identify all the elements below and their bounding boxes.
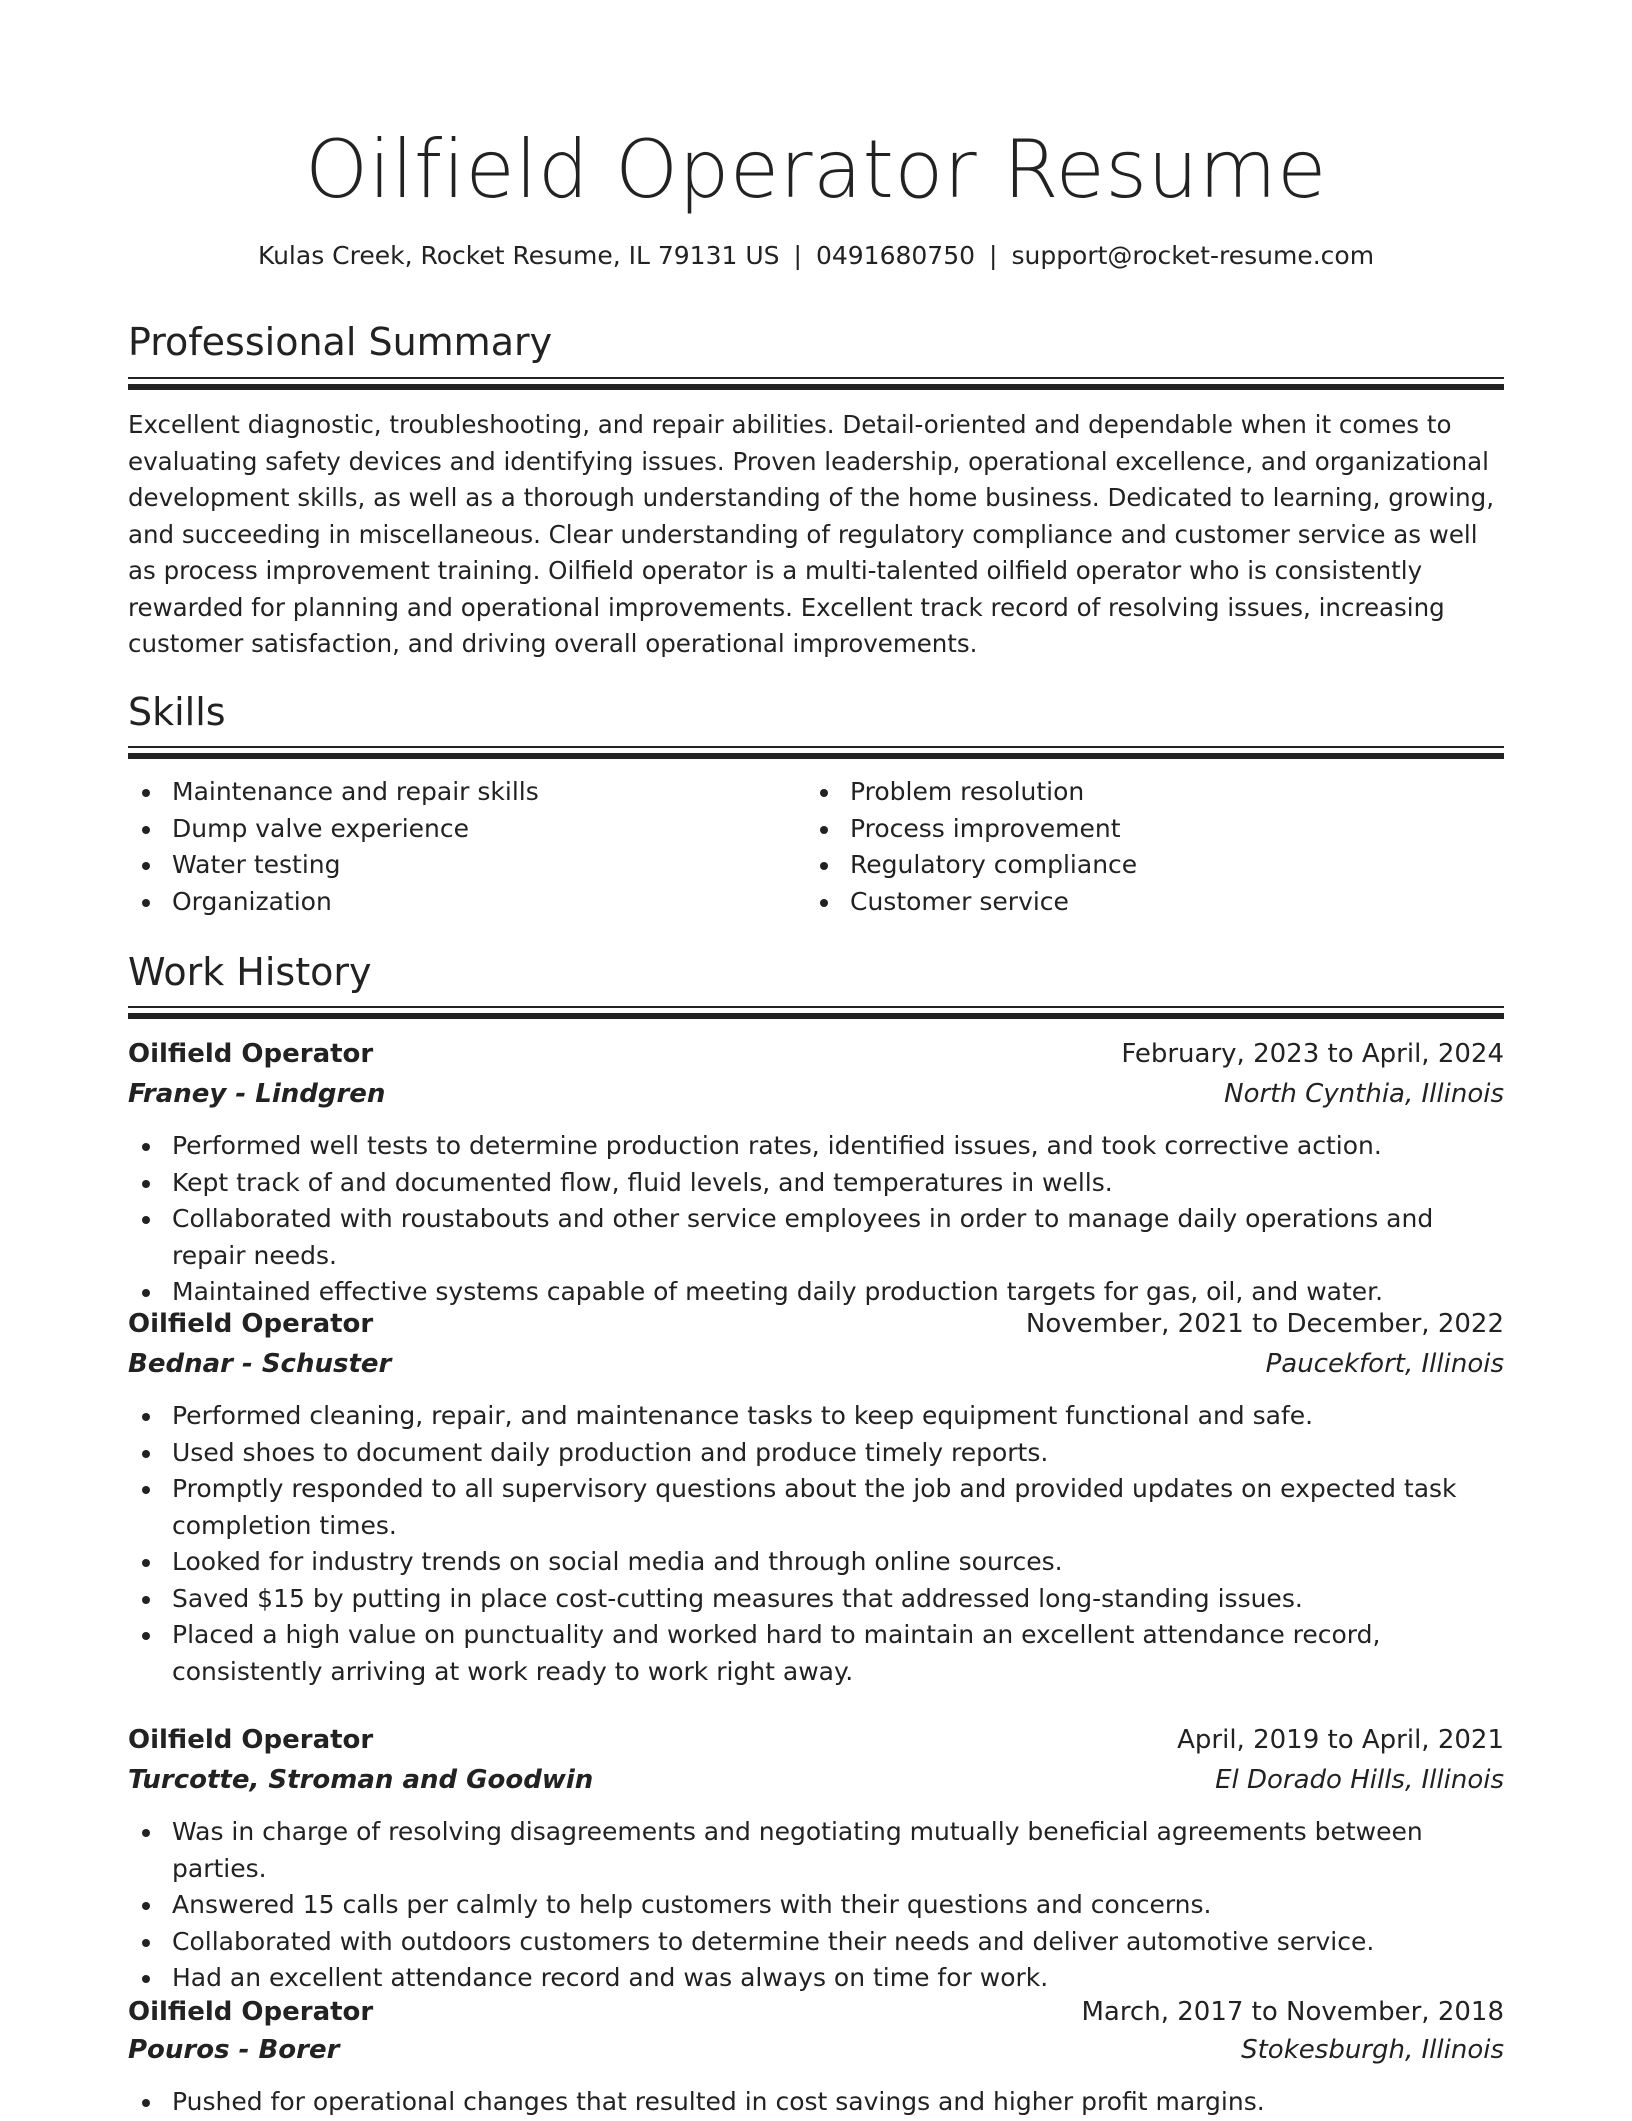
job-company: Franey - Lindgren <box>128 1079 386 1109</box>
job-company: Pouros - Borer <box>128 2035 340 2065</box>
section-divider <box>128 1006 1504 1020</box>
job-bullet: Answered 15 calls per calmly to help customers with their questions and concerns. <box>128 1887 1504 1924</box>
skill-item: Regulatory compliance <box>806 847 1504 884</box>
job-bullet: Collaborated with roustabouts and other service employees in order to manage daily operations and repair needs. <box>128 1201 1504 1274</box>
summary-text: Excellent diagnostic, troubleshooting, and repair abilities. Detail-oriented and dependable when it comes to evaluating safety devices and identifying issues. Proven leadership, operational excellence, and organizational development skills, as well as a thorough understanding of the home business. Dedicated to learning, growing, and succeeding in miscellaneous. Clear understanding of regulatory compliance and customer service as well as process improvement training. Oilfield operator is a multi-talented oilfield operator who is consistently rewarded for planning and operational improvements. Excellent track record of resolving issues, increasing customer satisfaction, and driving overall operational improvements. <box>128 410 1494 658</box>
skills-heading: Skills <box>128 690 226 734</box>
job-dates: April, 2019 to April, 2021 <box>1177 1725 1504 1755</box>
job-subheader <box>128 2030 1504 2070</box>
job-bullet: Saved $15 by putting in place cost-cutting measures that addressed long-standing issues. <box>128 1581 1504 1618</box>
job-subheader <box>128 1760 1504 1800</box>
job-header <box>128 1992 1504 2032</box>
job-bullet: Used shoes to document daily production and produce timely reports. <box>128 1435 1504 1472</box>
work-history-heading: Work History <box>128 950 372 994</box>
job-bullet: Maintained effective systems capable of meeting daily production targets for gas, oil, and water. <box>128 1274 1504 1311</box>
job-bullet: Looked for industry trends on social media and through online sources. <box>128 1544 1504 1581</box>
contact-email: support@rocket-resume.com <box>1011 241 1375 270</box>
contact-phone: 0491680750 <box>815 241 976 270</box>
skills-list-right <box>806 774 1504 920</box>
job-bullet: Had an excellent attendance record and was always on time for work. <box>128 1960 1504 1997</box>
job-title: Oilfield Operator <box>128 1309 374 1339</box>
job-company: Bednar - Schuster <box>128 1349 392 1379</box>
job-location: Stokesburgh, Illinois <box>1241 2035 1504 2065</box>
resume-title: Oilfield Operator Resume <box>305 123 1327 216</box>
job-bullet: Performed well tests to determine production rates, identified issues, and took corrective action. <box>128 1128 1504 1165</box>
job-bullet: Promptly responded to all supervisory questions about the job and provided updates on expected task completion times. <box>128 1471 1504 1544</box>
job-dates: March, 2017 to November, 2018 <box>1081 1997 1504 2027</box>
job-title: Oilfield Operator <box>128 1997 374 2027</box>
job-location: Paucekfort, Illinois <box>1265 1349 1504 1379</box>
job-bullet: Performed cleaning, repair, and maintenance tasks to keep equipment functional and safe. <box>128 1398 1504 1435</box>
job-subheader <box>128 1074 1504 1114</box>
job-title: Oilfield Operator <box>128 1039 374 1069</box>
contact-line <box>128 238 1504 274</box>
job-dates: November, 2021 to December, 2022 <box>1025 1309 1504 1339</box>
job-company: Turcotte, Stroman and Goodwin <box>128 1765 594 1795</box>
skill-item: Problem resolution <box>806 774 1504 811</box>
job-header <box>128 1720 1504 1760</box>
job-location: El Dorado Hills, Illinois <box>1215 1765 1504 1795</box>
section-divider <box>128 377 1504 391</box>
job-title: Oilfield Operator <box>128 1725 374 1755</box>
skills-list-left <box>128 774 788 920</box>
job-bullet: Was in charge of resolving disagreements and negotiating mutually beneficial agreements between parties. <box>128 1814 1504 1887</box>
job-bullets <box>128 1128 1504 1311</box>
skill-item: Dump valve experience <box>128 811 788 848</box>
section-divider <box>128 746 1504 760</box>
job-bullet: Pushed for operational changes that resulted in cost savings and higher profit margins. <box>128 2084 1504 2121</box>
job-location: North Cynthia, Illinois <box>1224 1079 1504 1109</box>
job-bullet: Collaborated with outdoors customers to determine their needs and deliver automotive service. <box>128 1924 1504 1961</box>
job-header <box>128 1304 1504 1344</box>
contact-separator: | <box>989 241 998 270</box>
skill-item: Maintenance and repair skills <box>128 774 788 811</box>
job-subheader <box>128 1344 1504 1384</box>
skill-item: Process improvement <box>806 811 1504 848</box>
job-header <box>128 1034 1504 1074</box>
job-dates: February, 2023 to April, 2024 <box>1121 1039 1504 1069</box>
job-bullet: Kept track of and documented flow, fluid levels, and temperatures in wells. <box>128 1165 1504 1202</box>
contact-address: Kulas Creek, Rocket Resume, IL 79131 US <box>257 241 780 270</box>
skill-item: Organization <box>128 884 788 921</box>
job-bullets <box>128 1814 1504 1997</box>
job-bullets <box>128 2084 1504 2121</box>
summary-heading: Professional Summary <box>128 320 553 364</box>
contact-separator: | <box>793 241 802 270</box>
job-bullet: Placed a high value on punctuality and worked hard to maintain an excellent attendance record, consistently arriving at work ready to work right away. <box>128 1617 1504 1690</box>
job-bullets <box>128 1398 1504 1690</box>
skill-item: Water testing <box>128 847 788 884</box>
skill-item: Customer service <box>806 884 1504 921</box>
